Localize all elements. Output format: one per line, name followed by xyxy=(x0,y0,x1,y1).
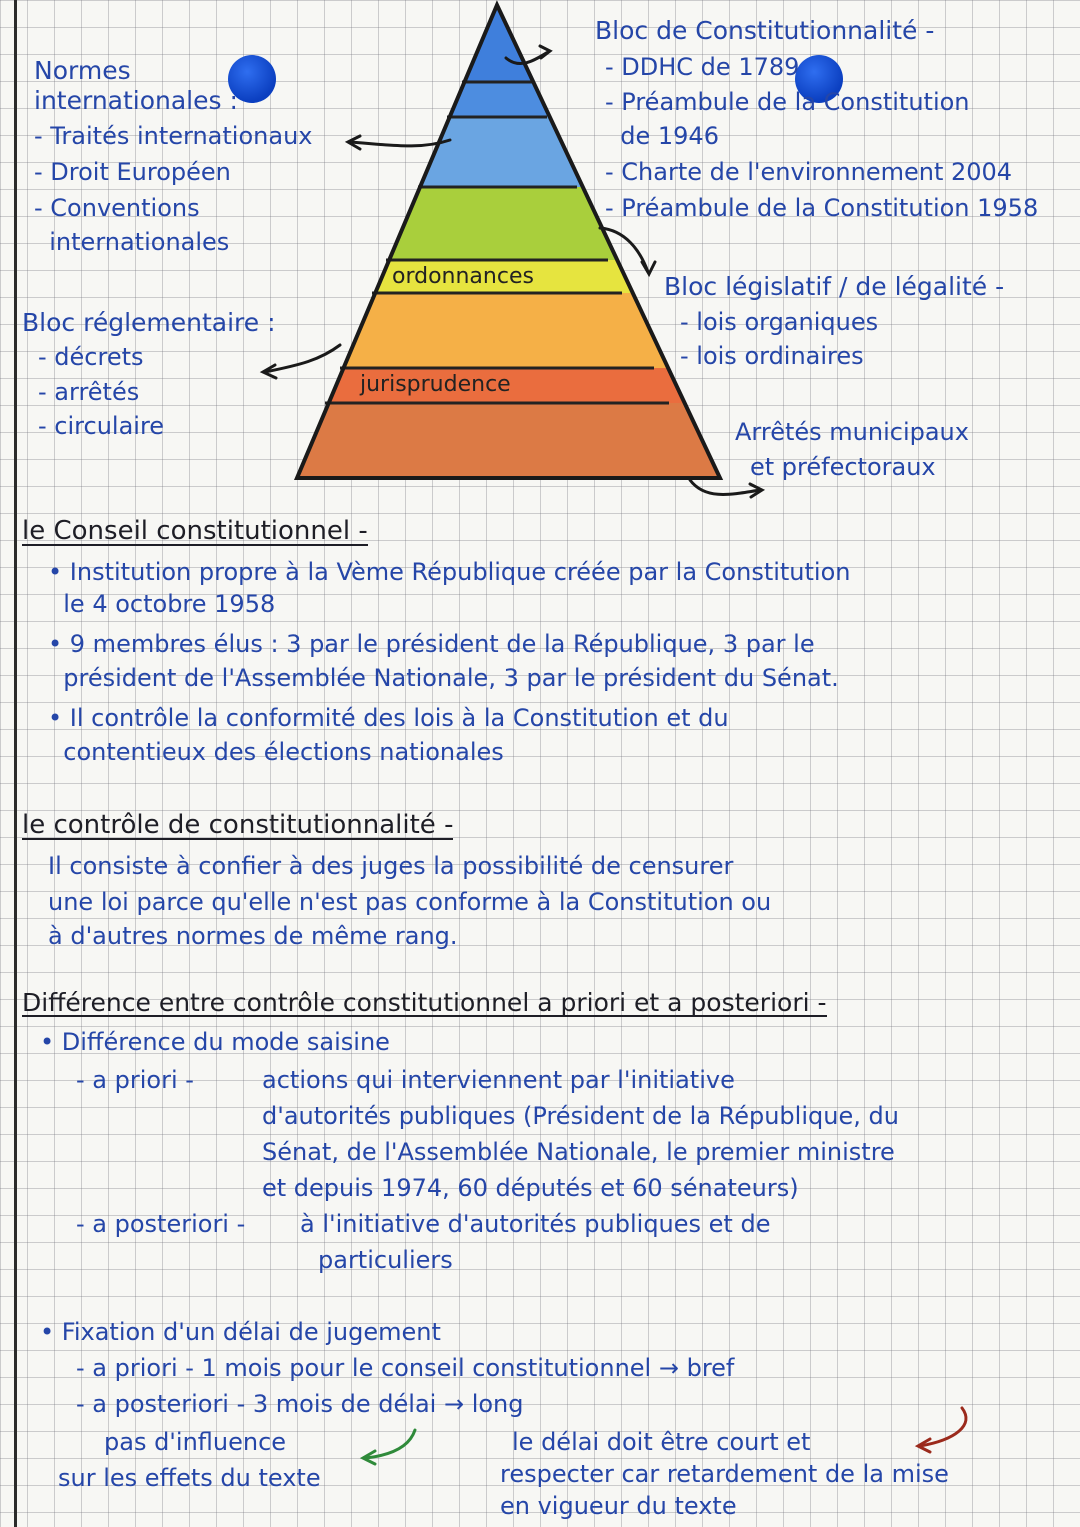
arretes-line: Arrêtés municipaux xyxy=(735,418,969,446)
conseil-title: le Conseil constitutionnel - xyxy=(22,516,368,546)
note-left-line: sur les effets du texte xyxy=(58,1464,321,1492)
delai-head: • Fixation d'un délai de jugement xyxy=(40,1318,441,1346)
tier-label-ordonnances: ordonnances xyxy=(392,264,534,289)
normes-title: Normes xyxy=(34,56,131,85)
annotation-arrows xyxy=(0,1400,1080,1480)
conseil-line: le 4 octobre 1958 xyxy=(48,590,276,618)
note-left-line: pas d'influence xyxy=(104,1428,287,1456)
apriori-line: d'autorités publiques (Président de la République, du xyxy=(262,1102,899,1130)
conseil-line: président de l'Assemblée Nationale, 3 par le président du Sénat. xyxy=(48,664,839,692)
arrow-to-reglementaire xyxy=(265,345,340,372)
legislatif-item: - lois organiques xyxy=(680,308,879,336)
note-right-line: le délai doit être court et xyxy=(512,1428,811,1456)
controle-line: Il consiste à confier à des juges la possibilité de censurer xyxy=(48,852,734,880)
conseil-line: • Institution propre à la Vème République créée par la Constitution xyxy=(48,558,851,586)
conseil-line: contentieux des élections nationales xyxy=(48,738,504,766)
apriori-line: et depuis 1974, 60 députés et 60 sénateurs) xyxy=(262,1174,799,1202)
reglementaire-item: - arrêtés xyxy=(38,378,140,406)
aposteriori-label: - a posteriori - xyxy=(76,1210,246,1238)
delai-line: - a priori - 1 mois pour le conseil constitutionnel → bref xyxy=(76,1354,735,1382)
pyramid-tier-8 xyxy=(280,403,740,483)
controle-line: à d'autres normes de même rang. xyxy=(48,922,458,950)
apriori-label: - a priori - xyxy=(76,1066,194,1094)
note-right-line: en vigueur du texte xyxy=(500,1492,737,1520)
aposteriori-line: particuliers xyxy=(318,1246,453,1274)
constit-item: - Préambule de la Constitution xyxy=(605,88,970,116)
constit-item: - Préambule de la Constitution 1958 xyxy=(605,194,1039,222)
controle-title: le contrôle de constitutionnalité - xyxy=(22,810,454,840)
conseil-line: • 9 membres élus : 3 par le président de la République, 3 par le xyxy=(48,630,815,658)
apriori-line: actions qui interviennent par l'initiative xyxy=(262,1066,735,1094)
constit-item: - Charte de l'environnement 2004 xyxy=(605,158,1013,186)
arretes-line: et préfectoraux xyxy=(750,453,936,481)
constit-item: - DDHC de 1789 xyxy=(605,53,800,81)
normes-title-2: internationales : xyxy=(34,86,238,115)
note-right-line: respecter car retardement de la mise xyxy=(500,1460,949,1488)
legislatif-title: Bloc législatif / de légalité - xyxy=(664,272,1005,301)
controle-line: une loi parce qu'elle n'est pas conforme à la Constitution ou xyxy=(48,888,772,916)
normes-item: - Traités internationaux xyxy=(34,122,313,150)
delai-line: - a posteriori - 3 mois de délai → long xyxy=(76,1390,524,1418)
difference-title: Différence entre contrôle constitutionnel a priori et a posteriori - xyxy=(22,988,827,1017)
saisine-head: • Différence du mode saisine xyxy=(40,1028,390,1056)
arrow-to-arretes xyxy=(690,480,760,494)
aposteriori-line: à l'initiative d'autorités publiques et de xyxy=(300,1210,771,1238)
legislatif-item: - lois ordinaires xyxy=(680,342,864,370)
conseil-line: • Il contrôle la conformité des lois à la Constitution et du xyxy=(48,704,729,732)
apriori-line: Sénat, de l'Assemblée Nationale, le premier ministre xyxy=(262,1138,895,1166)
arrow-to-traites xyxy=(350,140,450,146)
reglementaire-title: Bloc réglementaire : xyxy=(22,308,276,337)
reglementaire-item: - circulaire xyxy=(38,412,165,440)
normes-item: - Droit Européen xyxy=(34,158,231,186)
reglementaire-item: - décrets xyxy=(38,343,144,371)
constit-title: Bloc de Constitutionnalité - xyxy=(595,16,935,45)
tier-label-jurisprudence: jurisprudence xyxy=(360,372,511,397)
normes-item: internationales xyxy=(34,228,230,256)
normes-item: - Conventions xyxy=(34,194,200,222)
constit-item: de 1946 xyxy=(605,122,719,150)
